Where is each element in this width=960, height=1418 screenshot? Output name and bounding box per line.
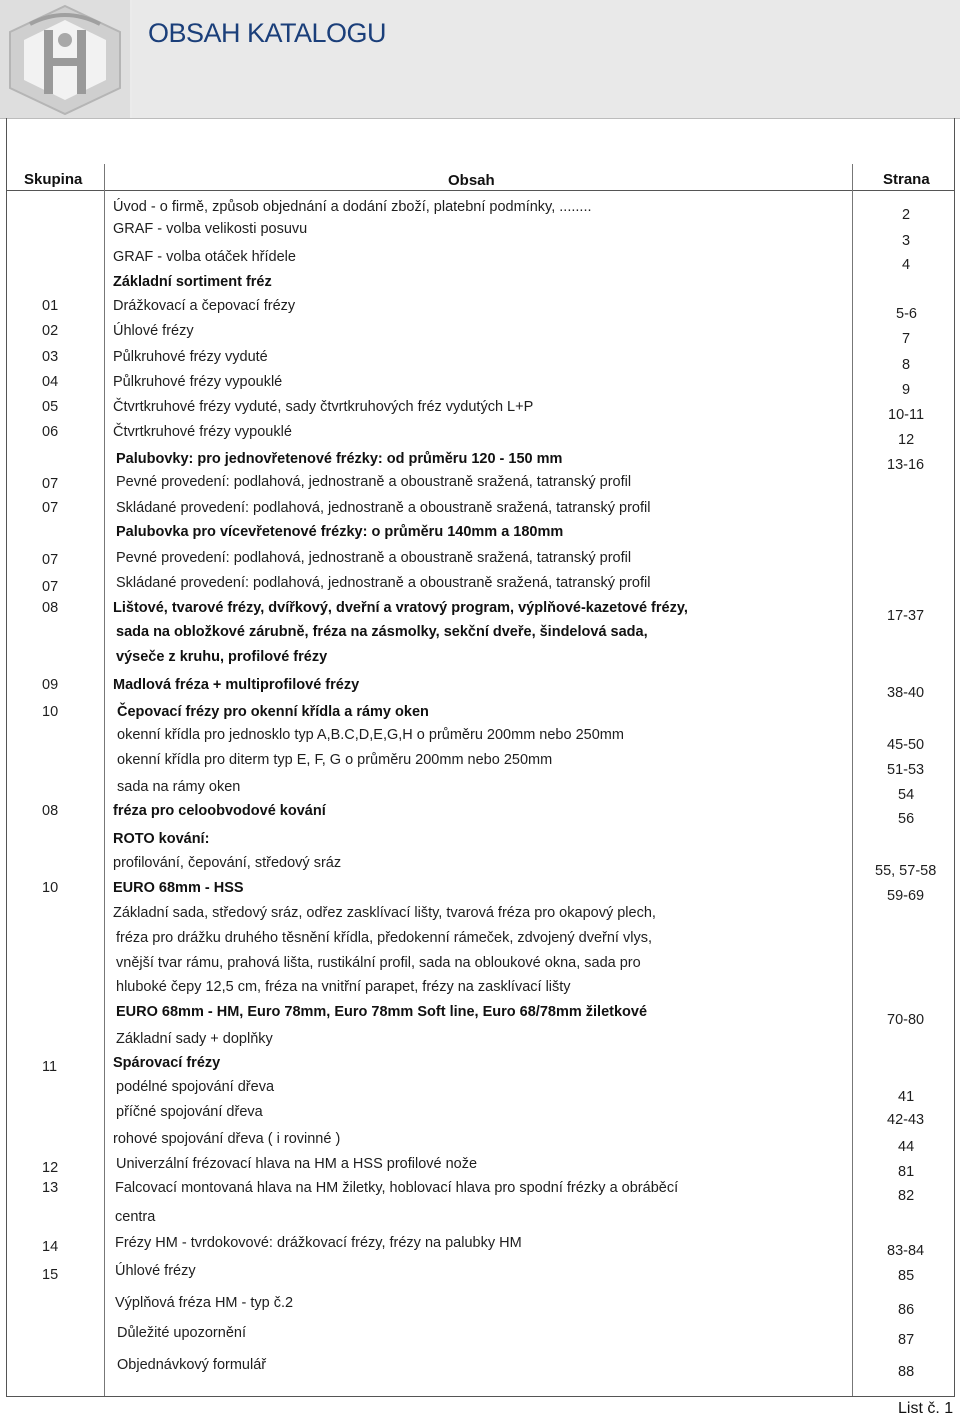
section-heading: EURO 68mm - HSS — [113, 880, 244, 896]
toc-entry: Pevné provedení: podlahová, jednostraně a oboustraně sražená, tatranský profil — [116, 474, 632, 490]
page-number: 13-16 — [887, 457, 925, 473]
toc-entry: okenní křídla pro jednosklo typ A,B.C,D,E,G,H o průměru 200mm nebo 250mm — [117, 727, 624, 743]
section-heading: Lištové, tvarové frézy, dvířkový, dveřní a vratový program, výplňové-kazetové frézy, — [113, 600, 688, 616]
page-title: OBSAH KATALOGU — [148, 18, 387, 48]
page-number: 44 — [898, 1139, 915, 1155]
section-heading: Spárovací frézy — [113, 1055, 221, 1071]
column-divider-page — [852, 164, 853, 1396]
toc-entry: vnější tvar rámu, prahová lišta, rustikální profil, sada na obloukové okna, sada pro — [116, 955, 641, 971]
row-group-number: 10 — [42, 704, 59, 720]
page-number: 87 — [898, 1332, 915, 1348]
section-heading: Madlová fréza + multiprofilové frézy — [113, 677, 360, 693]
toc-entry: Objednávkový formulář — [117, 1357, 267, 1373]
page-number: 88 — [898, 1364, 915, 1380]
toc-entry: Základní sada, středový sráz, odřez zasklívací lišty, tvarová fréza pro okapový plech, — [113, 905, 656, 921]
row-group-number: 11 — [42, 1059, 58, 1075]
catalog-header — [0, 0, 960, 119]
toc-entry: Čtvrtkruhové frézy vyduté, sady čtvrtkruhových fréz vydutých L+P — [113, 399, 534, 415]
page-number: 4 — [902, 257, 911, 273]
page-number: 82 — [898, 1188, 915, 1204]
sheet-number: List č. 1 — [898, 1400, 954, 1417]
toc-entry: sada na rámy oken — [117, 779, 241, 795]
page-number: 56 — [898, 811, 915, 827]
toc-entry: centra — [115, 1209, 156, 1225]
section-heading: ROTO kování: — [113, 831, 210, 847]
row-group-number: 14 — [42, 1239, 59, 1255]
page-number: 59-69 — [887, 888, 925, 904]
page-number: 42-43 — [887, 1112, 925, 1128]
toc-entry: fréza pro drážku druhého těsnění křídla, předokenní rámeček, zdvojený dveřní vlys, — [116, 930, 652, 946]
page-number: 10-11 — [888, 407, 925, 423]
row-group-number: 09 — [42, 677, 59, 693]
page-number: 85 — [898, 1268, 915, 1284]
section-heading: Čepovací frézy pro okenní křídla a rámy oken — [117, 704, 429, 720]
toc-entry: Falcovací montovaná hlava na HM žiletky, hoblovací hlava pro spodní frézky a obráběcí — [115, 1180, 679, 1196]
row-group-number: 08 — [42, 803, 59, 819]
toc-entry: Půlkruhové frézy vyduté — [113, 349, 268, 365]
toc-entry: GRAF - volba otáček hřídele — [113, 249, 296, 265]
toc-entry: Skládané provedení: podlahová, jednostraně a oboustraně sražená, tatranský profil — [116, 500, 651, 516]
row-group-number: 08 — [42, 600, 59, 616]
company-logo — [0, 0, 130, 118]
toc-entry: příčné spojování dřeva — [116, 1104, 263, 1120]
toc-entry: Důležité upozornění — [117, 1325, 246, 1341]
row-group-number: 10 — [42, 880, 59, 896]
row-group-number: 01 — [42, 298, 59, 314]
page-number: 45-50 — [887, 737, 925, 753]
column-divider-group — [104, 164, 105, 1396]
toc-entry: Čtvrtkruhové frézy vypouklé — [113, 424, 292, 440]
toc-entry: profilování, čepování, středový sráz — [113, 855, 342, 871]
row-group-number: 04 — [42, 374, 59, 390]
column-header-page: Strana — [883, 171, 930, 188]
toc-entry: okenní křídla pro diterm typ E, F, G o průměru 200mm nebo 250mm — [117, 752, 553, 768]
page-number: 51-53 — [887, 762, 925, 778]
toc-entry: rohové spojování dřeva ( i rovinné ) — [113, 1131, 341, 1147]
row-group-number: 07 — [42, 579, 59, 595]
page-number: 7 — [902, 331, 911, 347]
section-heading: fréza pro celoobvodové kování — [113, 803, 326, 819]
section-heading: EURO 68mm - HM, Euro 78mm, Euro 78mm Soft line, Euro 68/78mm žiletkové — [116, 1004, 648, 1020]
row-group-number: 15 — [42, 1267, 59, 1283]
toc-entry: Skládané provedení: podlahová, jednostraně a oboustraně sražená, tatranský profil — [116, 575, 651, 591]
section-heading: Základní sortiment fréz — [113, 274, 272, 290]
toc-entry: Půlkruhové frézy vypouklé — [113, 374, 283, 390]
frame-right — [954, 118, 955, 1396]
page-number: 9 — [902, 382, 911, 398]
row-group-number: 05 — [42, 399, 59, 415]
page-number: 8 — [902, 357, 911, 373]
row-group-number: 02 — [42, 323, 59, 339]
page-number: 3 — [902, 233, 911, 249]
toc-entry: GRAF - volba velikosti posuvu — [113, 221, 308, 237]
toc-entry: Úhlové frézy — [113, 323, 194, 339]
page-number: 70-80 — [887, 1012, 925, 1028]
page-number: 83-84 — [887, 1243, 925, 1259]
toc-entry: Drážkovací a čepovací frézy — [113, 298, 296, 314]
page-number: 41 — [898, 1089, 915, 1105]
toc-entry: podélné spojování dřeva — [116, 1079, 275, 1095]
page-number: 38-40 — [887, 685, 925, 701]
row-group-number: 07 — [42, 500, 59, 516]
toc-entry: Frézy HM - tvrdokovové: drážkovací frézy, frézy na palubky HM — [115, 1235, 522, 1251]
page-number: 17-37 — [887, 608, 925, 624]
page-number: 54 — [898, 787, 915, 803]
frame-bottom — [6, 1396, 955, 1397]
row-group-number: 07 — [42, 552, 59, 568]
toc-entry: Úhlové frézy — [115, 1263, 196, 1279]
row-group-number: 07 — [42, 476, 59, 492]
section-heading: Palubovky: pro jednovřetenové frézky: od průměru 120 - 150 mm — [116, 451, 563, 467]
page-number: 5-6 — [896, 306, 917, 322]
toc-entry: Pevné provedení: podlahová, jednostraně a oboustraně sražená, tatranský profil — [116, 550, 632, 566]
column-header-group: Skupina — [24, 171, 83, 188]
toc-entry: Základní sady + doplňky — [116, 1031, 273, 1047]
section-heading: výseče z kruhu, profilové frézy — [116, 649, 328, 665]
frame-left — [6, 118, 7, 1396]
row-group-number: 12 — [42, 1160, 59, 1176]
toc-entry: Univerzální frézovací hlava na HM a HSS profilové nože — [116, 1156, 478, 1172]
toc-entry: Výplňová fréza HM - typ č.2 — [115, 1295, 294, 1311]
section-heading: sada na obložkové zárubně, fréza na zásmolky, sekční dveře, šindelová sada, — [116, 624, 648, 640]
row-group-number: 06 — [42, 424, 59, 440]
page-number: 12 — [898, 432, 915, 448]
toc-entry: hluboké čepy 12,5 cm, fréza na vnitřní parapet, frézy na zasklívací lišty — [116, 979, 571, 995]
row-group-number: 03 — [42, 349, 59, 365]
page-number: 2 — [902, 207, 911, 223]
toc-entry: Úvod - o firmě, způsob objednání a dodání zboží, platební podmínky, ........ — [113, 199, 592, 215]
page-number: 55, 57-58 — [875, 863, 937, 879]
column-header-content: Obsah — [448, 172, 495, 189]
logo-emblem-icon — [0, 0, 130, 118]
header-rule — [6, 190, 955, 191]
page-number: 86 — [898, 1302, 915, 1318]
page-number: 81 — [898, 1164, 915, 1180]
row-group-number: 13 — [42, 1180, 59, 1196]
section-heading: Palubovka pro vícevřetenové frézky: o průměru 140mm a 180mm — [116, 524, 564, 540]
